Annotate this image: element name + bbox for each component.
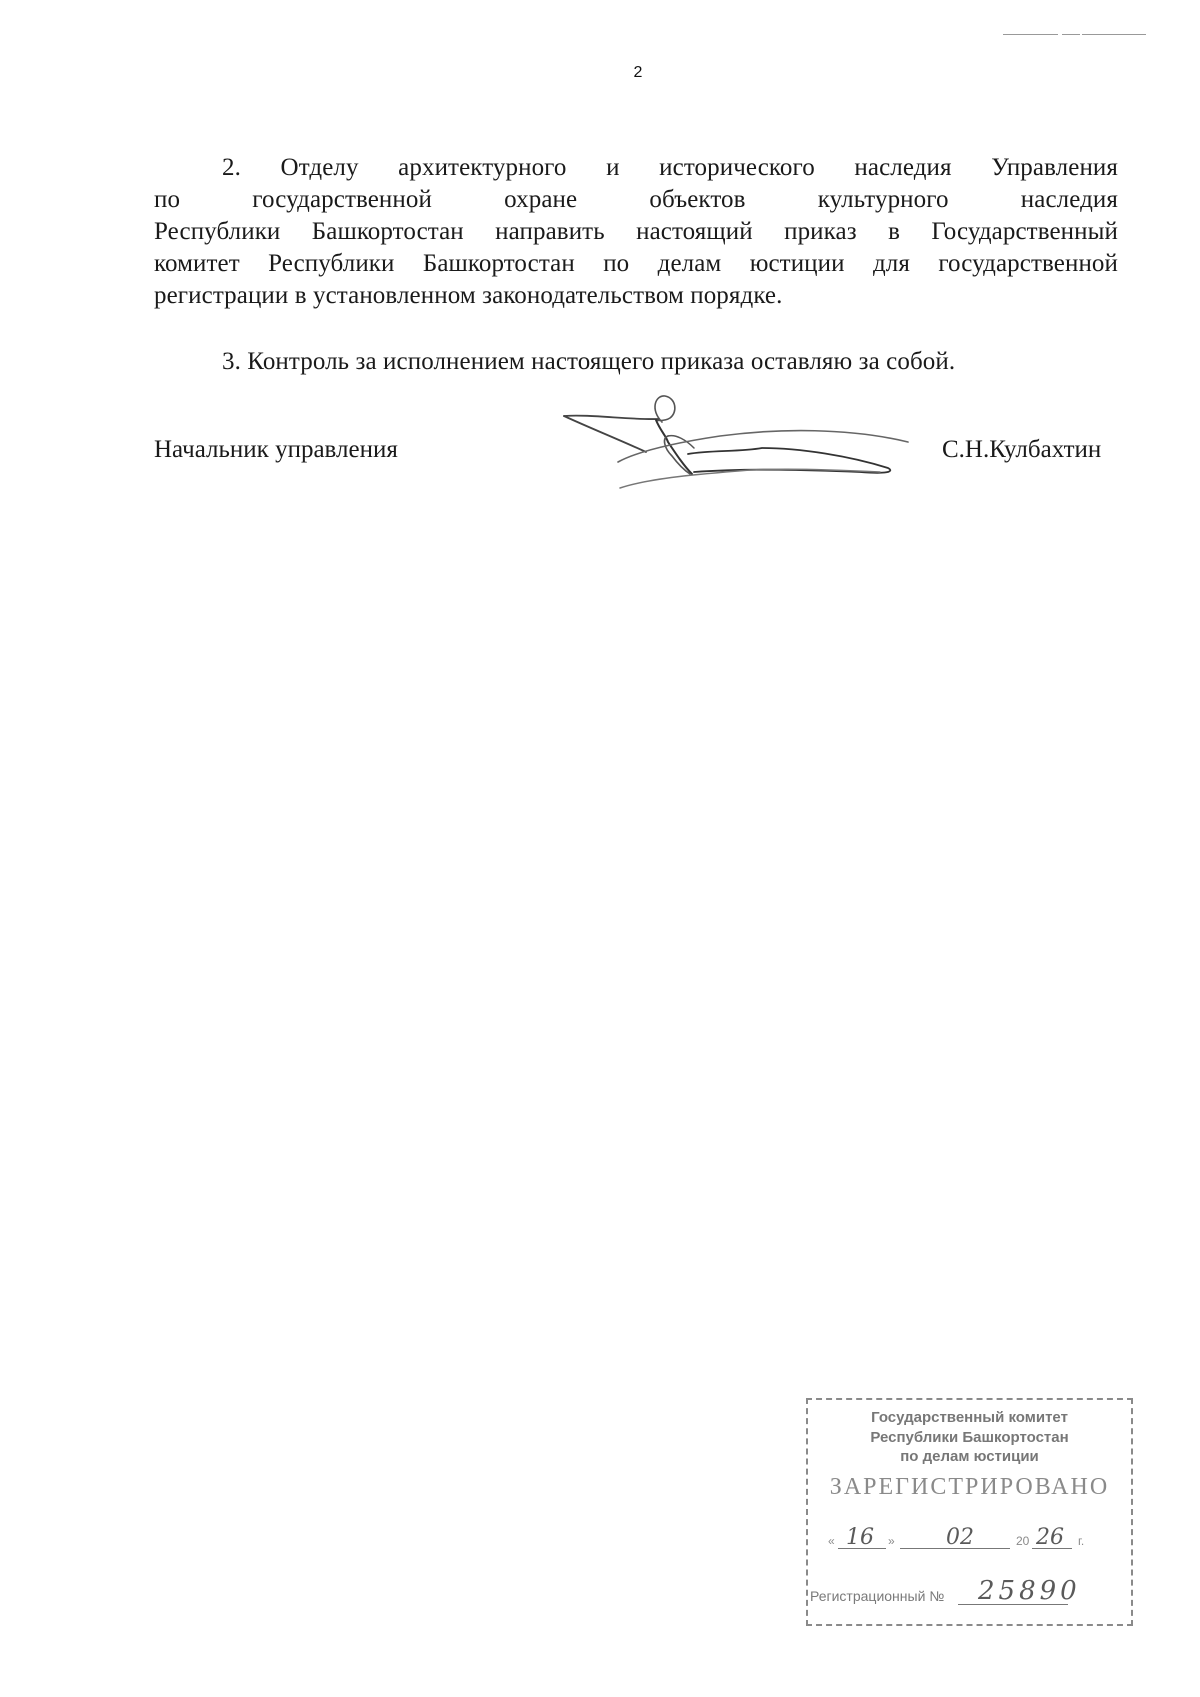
scan-artifact [1003,34,1058,35]
scan-artifact [1062,34,1080,35]
paragraph-2 [154,152,1118,312]
stamp-org-line: Республики Башкортостан [870,1428,1069,1446]
registration-number: 25890 [978,1576,1081,1606]
paragraph-line: по государственной охране объектов культурного наследия [154,186,1118,213]
signature-icon [550,390,930,510]
paragraph-line: 2. Отделу архитектурного и исторического наследия Управления [222,154,1118,181]
page-number: 2 [633,64,643,81]
date-year-prefix: 20 [1016,1534,1030,1548]
date-close-quote: » [888,1534,895,1548]
paragraph-line: Республики Башкортостан направить настоящий приказ в Государственный [154,218,1118,245]
stamp-date [828,1524,1118,1552]
stamp-organization [808,1408,1131,1467]
paragraph-line: комитет Республики Башкортостан по делам юстиции для государственной [154,250,1118,277]
registration-label: Регистрационный № [810,1588,945,1604]
date-month: 02 [946,1525,974,1550]
date-day: 16 [846,1525,874,1550]
date-open-quote: « [828,1534,835,1548]
stamp-status: ЗАРЕГИСТРИРОВАНО [829,1474,1110,1500]
date-year-abbr: г. [1078,1534,1085,1548]
paragraph-3: 3. Контроль за исполнением настоящего приказа оставляю за собой. [222,348,956,375]
signatory-position: Начальник управления [154,436,398,463]
date-year-suffix: 26 [1036,1525,1064,1550]
registration-stamp [806,1398,1133,1626]
scan-artifact [1082,34,1146,35]
stamp-registration [810,1576,1130,1608]
stamp-org-line: Государственный комитет [871,1409,1068,1426]
stamp-org-line: по делам юстиции [900,1448,1039,1465]
paragraph-line: регистрации в установленном законодательством порядке. [154,282,783,309]
signatory-name: С.Н.Кулбахтин [942,436,1102,463]
